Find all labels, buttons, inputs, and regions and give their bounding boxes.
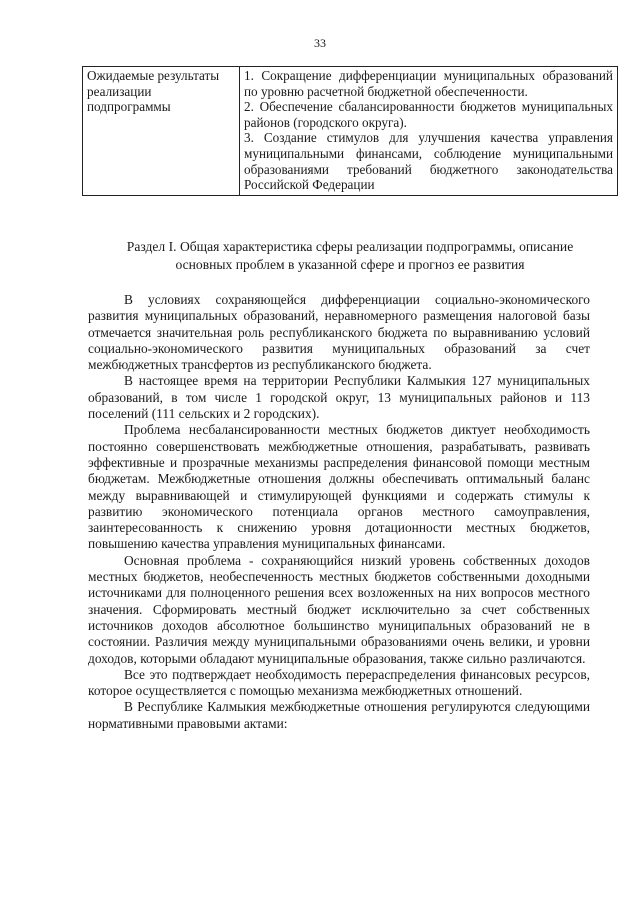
paragraph-4: Основная проблема - сохраняющийся низкий уровень собственных доходов местных бюджетов, необеспеченность местных бюджетов собственными доходными источниками для полноценного решения всех возложенных на них вопросов местного значения. Сформировать местный бюджет исключительно за счет собственных источников доходов абсолютное большинство муниципальных образований не в состоянии. Различия между муниципальными образованиями очень велики, и уровни доходов, которыми обладают муниципальные образования, также сильно различаются. bbox=[88, 552, 590, 666]
result-item-2: 2. Обеспечение сбалансированности бюджетов муниципальных районов (городского округа). bbox=[244, 99, 613, 130]
paragraph-1: В условиях сохраняющейся дифференциации социально-экономического развития муниципальных образований, неравномерного размещения налоговой базы отмечается значительная роль республиканского бюджета по выравниванию условий социально-экономического развития муниципальных образований за счет межбюджетных трансфертов из республиканского бюджета. bbox=[88, 292, 590, 373]
section-heading-line-1: Раздел I. Общая характеристика сферы реализации подпрограммы, описание bbox=[126, 239, 574, 254]
section-heading-line-2: основных проблем в указанной сфере и прогноз ее развития bbox=[175, 257, 525, 272]
page-number: 33 bbox=[314, 36, 326, 50]
section-body bbox=[88, 292, 590, 732]
row-content-cell bbox=[240, 67, 618, 196]
section-heading bbox=[82, 238, 618, 274]
paragraph-6: В Республике Калмыкия межбюджетные отношения регулируются следующими нормативными правовыми актами: bbox=[88, 699, 590, 731]
table-row bbox=[83, 67, 618, 196]
passport-table bbox=[82, 66, 618, 196]
result-item-1: 1. Сокращение дифференциации муниципальных образований по уровню расчетной бюджетной обеспеченности. bbox=[244, 68, 613, 99]
paragraph-5: Все это подтверждает необходимость перераспределения финансовых ресурсов, которое осуществляется с помощью механизма межбюджетных отношений. bbox=[88, 666, 590, 699]
paragraph-2: В настоящее время на территории Республики Калмыкия 127 муниципальных образований, в том числе 1 городской округ, 13 муниципальных районов и 113 поселений (111 сельских и 2 городских). bbox=[88, 373, 590, 422]
row-label-cell: Ожидаемые результаты реализации подпрограммы bbox=[83, 67, 240, 196]
result-item-3: 3. Создание стимулов для улучшения качества управления муниципальными финансами, соблюдение муниципальными образованиями требований бюджетного законодательства Российской Федерации bbox=[244, 130, 613, 193]
paragraph-3: Проблема несбалансированности местных бюджетов диктует необходимость постоянно совершенствовать межбюджетные отношения, разрабатывать, развивать эффективные и прозрачные механизмы распределения финансовой помощи местным бюджетам. Межбюджетные отношения должны обеспечивать оптимальный баланс между выравнивающей и стимулирующей функциями и содержать стимулы к развитию экономического потенциала органов местного самоуправления, заинтересованность к снижению уровня дотационности местных бюджетов, повышению качества управления муниципальных финансами. bbox=[88, 422, 590, 552]
